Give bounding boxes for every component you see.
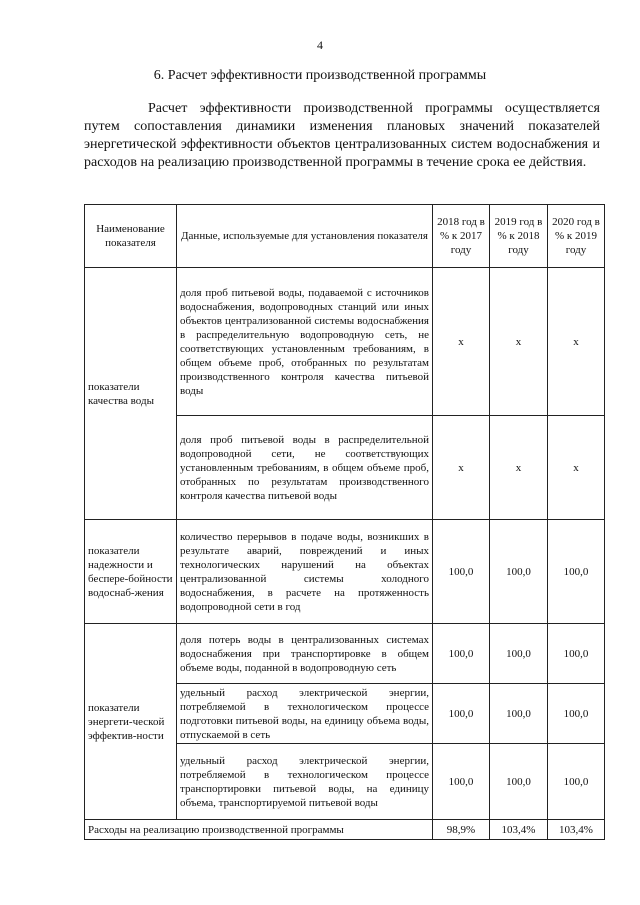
value-2019: 100,0 — [490, 520, 548, 624]
value-2020: 100,0 — [548, 744, 605, 820]
value-2020: 100,0 — [548, 624, 605, 684]
value-2018: 100,0 — [433, 624, 490, 684]
value-2019: 100,0 — [490, 624, 548, 684]
row-description: доля проб питьевой воды в распределительной водопроводной сети, не соответствующих установленным требованиям, в общем объеме проб, отобранных по результатам производственного контроля качества питьевой воды — [177, 416, 433, 520]
table-row — [85, 268, 605, 416]
intro-paragraph: Расчет эффективности производственной программы осуществляется путем сопоставления динамики изменения плановых значений показателей энергетической эффективности объектов централизованных систем водоснабжения и расходов на реализацию производственной программы в течение срока ее действия. — [84, 101, 600, 170]
total-label: Расходы на реализацию производственной программы — [85, 820, 433, 840]
header-2018: 2018 год в % к 2017 году — [433, 205, 490, 268]
indicator-water-quality: показатели качества воды — [85, 268, 177, 520]
section-title: 6. Расчет эффективности производственной программы — [153, 68, 487, 83]
indicator-reliability: показатели надежности и беспере-бойности водоснаб-жения — [85, 520, 177, 624]
row-description: доля потерь воды в централизованных системах водоснабжения при транспортировке в общем объеме воды, поданной в водопроводную сеть — [177, 624, 433, 684]
value-2020: х — [548, 416, 605, 520]
table-header-row — [85, 205, 605, 268]
page-number: 4 — [317, 38, 323, 52]
row-description: удельный расход электрической энергии, потребляемой в технологическом процессе подготовки питьевой воды, на единицу объема воды, отпускаемой в сеть — [177, 684, 433, 744]
header-data: Данные, используемые для установления показателя — [177, 205, 433, 268]
value-2018: 100,0 — [433, 744, 490, 820]
header-indicator: Наименование показателя — [85, 205, 177, 268]
value-2018: 100,0 — [433, 520, 490, 624]
value-2020: 100,0 — [548, 520, 605, 624]
row-description: количество перерывов в подаче воды, возникших в результате аварий, повреждений и иных технологических нарушений на объектах централизованной системы холодного водоснабжения, в расчете на протяженность водопроводной сети в год — [177, 520, 433, 624]
value-2018: х — [433, 268, 490, 416]
total-row — [85, 820, 605, 840]
value-2019: 100,0 — [490, 744, 548, 820]
table-row — [85, 520, 605, 624]
header-2019: 2019 год в % к 2018 году — [490, 205, 548, 268]
indicator-energy-efficiency: показатели энергети-ческой эффектив-ности — [85, 624, 177, 820]
value-2018: х — [433, 416, 490, 520]
table-row — [85, 624, 605, 684]
value-2020: х — [548, 268, 605, 416]
total-2020: 103,4% — [548, 820, 605, 840]
value-2019: х — [490, 268, 548, 416]
row-description: доля проб питьевой воды, подаваемой с источников водоснабжения, водопроводных станций или иных объектов централизованной системы водоснабжения в распределительную водопроводную сеть, не соответствующих установленным требованиям, в общем объеме проб, отобранных по результатам производственного контроля качества питьевой воды — [177, 268, 433, 416]
value-2020: 100,0 — [548, 684, 605, 744]
efficiency-table — [84, 204, 605, 840]
value-2019: х — [490, 416, 548, 520]
total-2019: 103,4% — [490, 820, 548, 840]
header-2020: 2020 год в % к 2019 году — [548, 205, 605, 268]
total-2018: 98,9% — [433, 820, 490, 840]
row-description: удельный расход электрической энергии, потребляемой в технологическом процессе транспортировки питьевой воды, на единицу объема, транспортируемой питьевой воды — [177, 744, 433, 820]
value-2019: 100,0 — [490, 684, 548, 744]
value-2018: 100,0 — [433, 684, 490, 744]
